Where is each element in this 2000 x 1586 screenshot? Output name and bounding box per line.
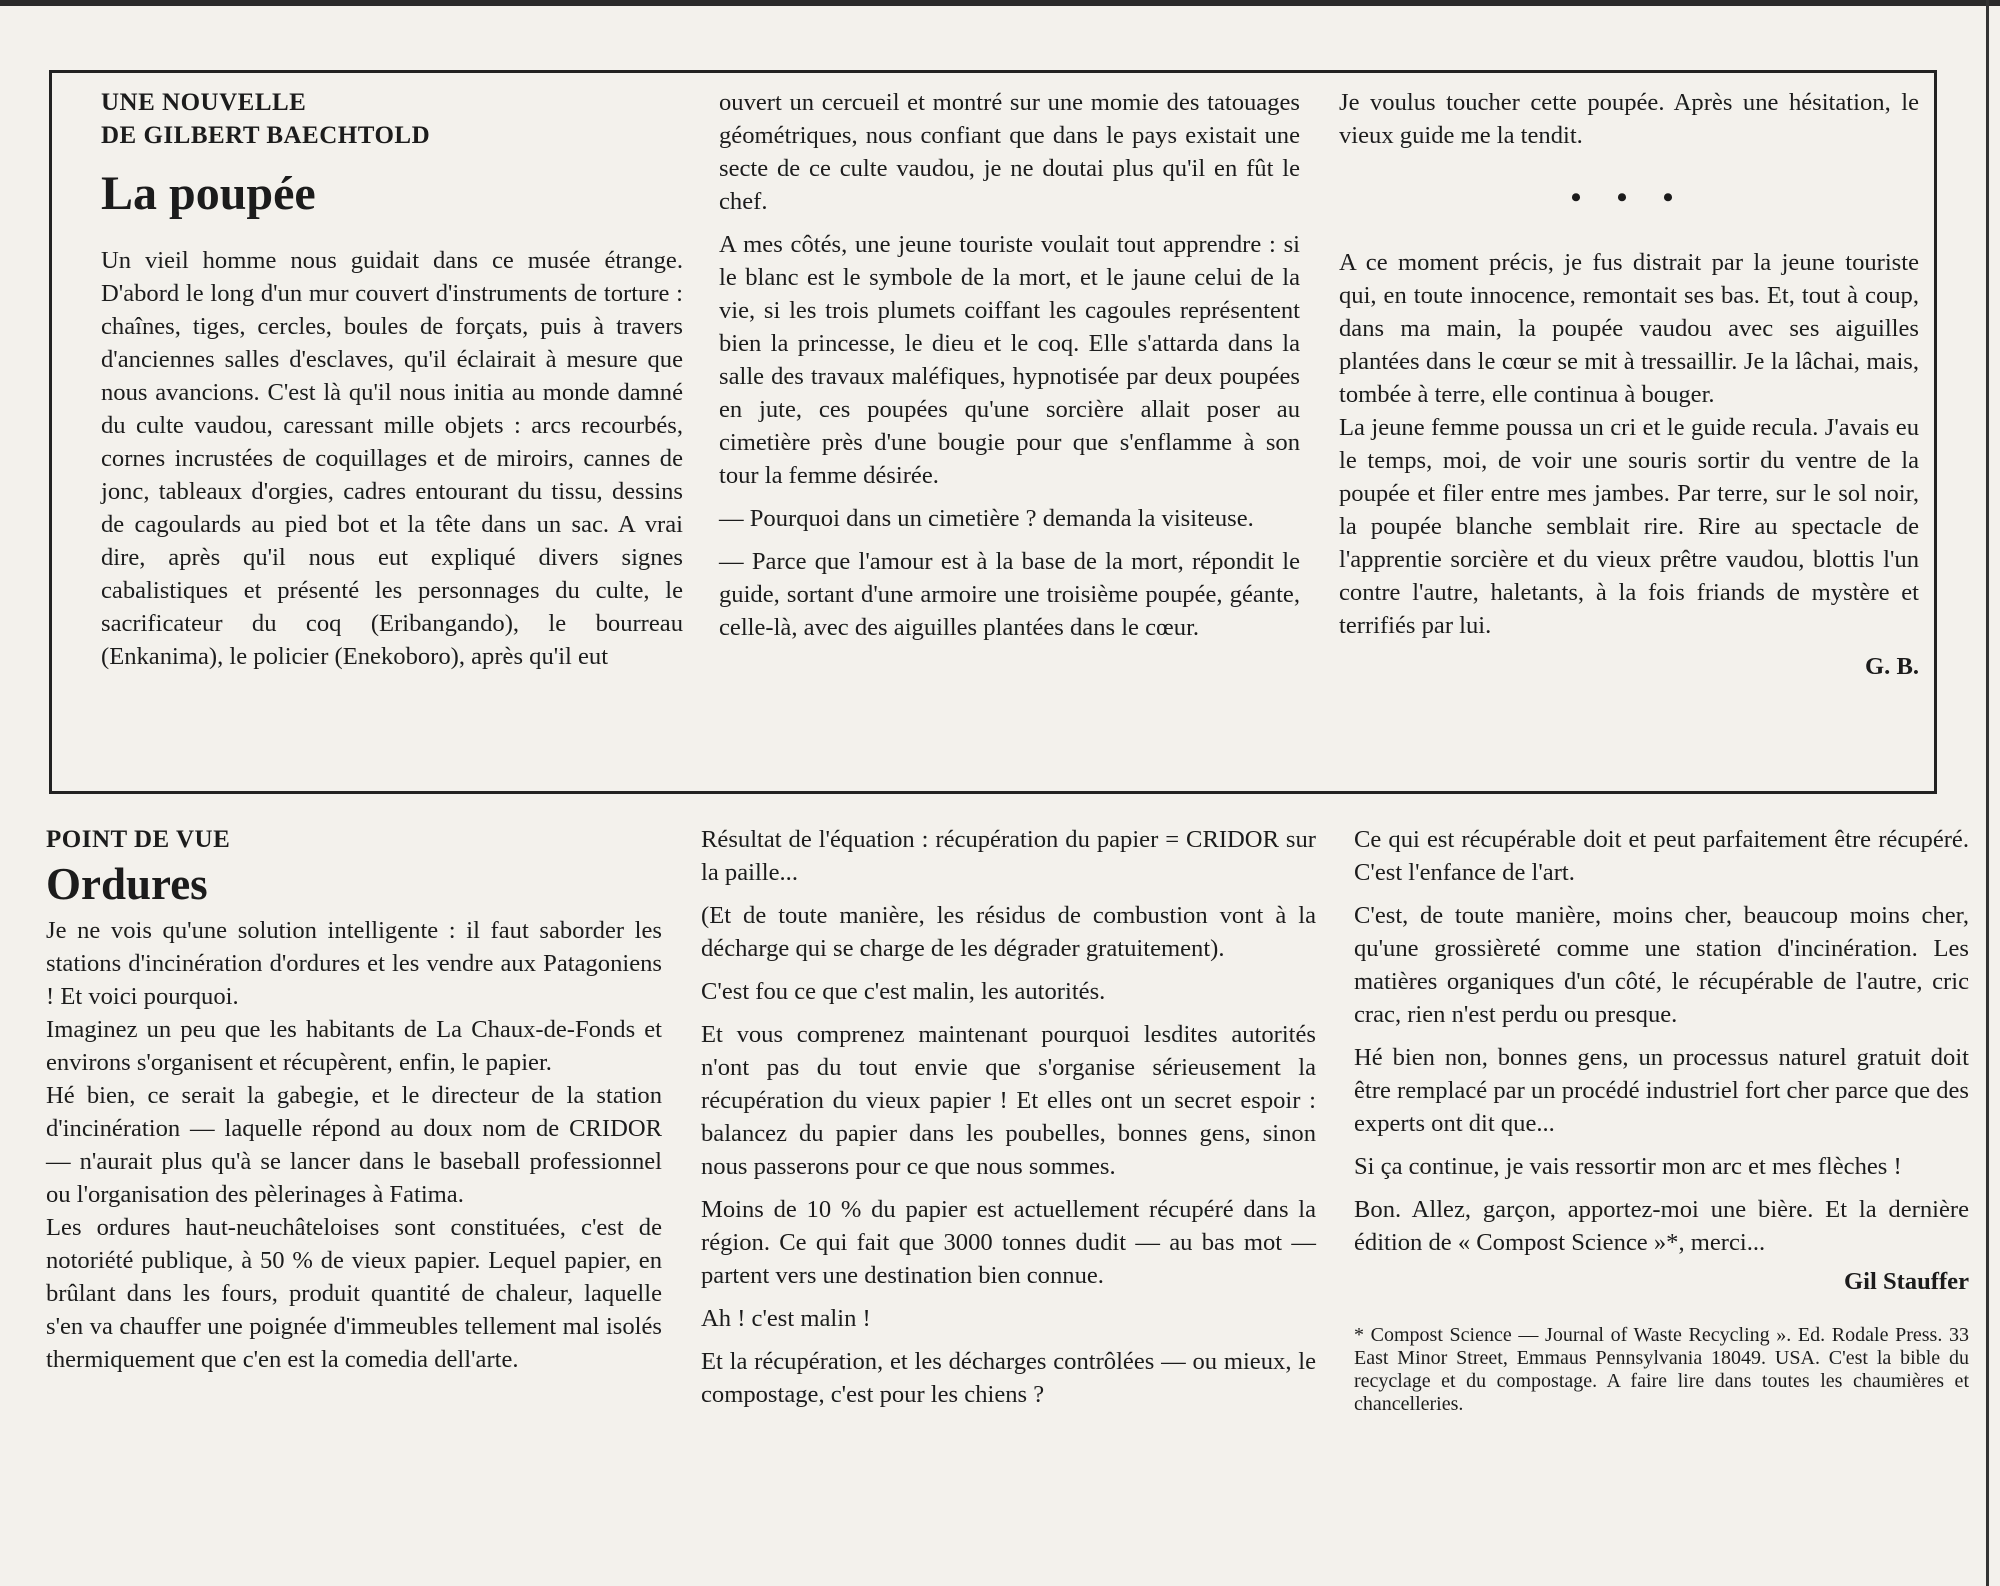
opinion-paragraph: Si ça continue, je vais ressortir mon arc et mes flèches ! xyxy=(1354,1153,1902,1180)
opinion-kicker: POINT DE VUE xyxy=(46,826,231,853)
story-paragraph: A ce moment précis, je fus distrait par la jeune touriste qui, en toute innocence, remontait ses bas. Et, tout à coup, dans ma main, la poupée vaudou avec ses aiguilles plantées dans le cœur se mit à tressaillir. Je la lâchai, mais, tombée à terre, elle continua à bouger. xyxy=(1339,249,1919,408)
footnote: * Compost Science — Journal of Waste Recycling ». Ed. Rodale Press. 33 East Minor Street, Emmaus Pennsylvania 18049. USA. C'est la bible du recyclage et du compostage. A faire lire dans toutes les chaumières et chancelleries. xyxy=(1354,1324,1969,1415)
opinion-paragraph: Bon. Allez, garçon, apportez-moi une bière. Et la dernière édition de « Compost Science »*, merci... xyxy=(1354,1196,1969,1256)
opinion-column-1 xyxy=(46,823,662,1376)
story-paragraph: Un vieil homme nous guidait dans ce musée étrange. D'abord le long d'un mur couvert d'instruments de torture : chaînes, tiges, cercles, boules de forçats, puis à travers d'anciennes salles d'esclaves, qu'il éclairait à mesure que nous avancions. C'est là qu'il nous initia au monde damné du culte vaudou, caressant mille objets : arcs recourbés, cornes incrustées de coquillages et de miroirs, cannes de jonc, tableaux d'orgies, cadres entourant du tissu, dessins de cagoulards au pied bot et la tête dans un sac. A vrai dire, après qu'il nous eut expliqué divers signes cabalistiques et présenté les personnages du culte, le sacrificateur du coq (Eribangando), le bourreau (Enkanima), le policier (Enekoboro), après qu'il eut xyxy=(101,247,683,670)
opinion-paragraph: C'est, de toute manière, moins cher, beaucoup moins cher, qu'une grossièreté comme une station d'incinération. Les matières organiques d'un côté, le récupérable de l'autre, cric crac, rien n'est perdu ou presque. xyxy=(1354,902,1969,1028)
opinion-paragraph: Hé bien non, bonnes gens, un processus naturel gratuit doit être remplacé par un procédé industriel fort cher parce que des experts ont dit que... xyxy=(1354,1044,1969,1137)
opinion-signature: Gil Stauffer xyxy=(1844,1268,1969,1295)
opinion-paragraph: Résultat de l'équation : récupération du papier = CRIDOR sur la paille... xyxy=(701,826,1316,886)
opinion-paragraph: Moins de 10 % du papier est actuellement récupéré dans la région. Ce qui fait que 3000 tonnes dudit — au bas mot — partent vers une destination bien connue. xyxy=(701,1196,1316,1289)
opinion-paragraph: Et vous comprenez maintenant pourquoi lesdites autorités n'ont pas du tout envie que s'organise sérieusement la récupération du vieux papier ! Et elles ont un secret espoir : balancez du papier dans les poubelles, bonnes gens, sinon nous passerons pour ce que nous sommes. xyxy=(701,1021,1316,1180)
opinion-paragraph: Imaginez un peu que les habitants de La Chaux-de-Fonds et environs s'organisent et récupèrent, enfin, le papier. xyxy=(46,1016,662,1076)
story-kicker-line-1: UNE NOUVELLE xyxy=(101,89,307,116)
story-paragraph: ouvert un cercueil et montré sur une momie des tatouages géométriques, nous confiant que dans le pays existait une secte de ce culte vaudou, je ne doutai plus qu'il en fût le chef. xyxy=(719,89,1300,215)
section-break-dots: • • • xyxy=(1570,181,1688,214)
opinion-title: Ordures xyxy=(46,859,208,909)
top-rule xyxy=(0,0,2000,6)
story-signature: G. B. xyxy=(1865,653,1919,680)
story-paragraph: Je voulus toucher cette poupée. Après une hésitation, le vieux guide me la tendit. xyxy=(1339,89,1919,149)
opinion-paragraph: Les ordures haut-neuchâteloises sont constituées, c'est de notoriété publique, à 50 % de vieux papier. Lequel papier, en brûlant dans les fours, produit quantité de chaleur, laquelle s'en va chauffer une poignée d'immeubles tellement mal isolés thermiquement que c'en est la comedia dell'arte. xyxy=(46,1214,662,1373)
opinion-paragraph: Je ne vois qu'une solution intelligente : il faut saborder les stations d'incinération d'ordures et les vendre aux Patagoniens ! Et voici pourquoi. xyxy=(46,917,662,1010)
story-column-1 xyxy=(101,86,683,673)
opinion-column-2 xyxy=(701,823,1316,1411)
story-title: La poupée xyxy=(101,167,316,220)
right-page-edge xyxy=(1986,0,1989,1586)
opinion-paragraph: (Et de toute manière, les résidus de combustion vont à la décharge qui se charge de les dégrader gratuitement). xyxy=(701,902,1316,962)
story-paragraph: A mes côtés, une jeune touriste voulait tout apprendre : si le blanc est le symbole de la mort, et le jaune celui de la vie, si les trois plumets coiffant les cagoules représentent bien la princesse, le dieu et le coq. Elle s'attarda dans la salle des travaux maléfiques, hypnotisée par deux poupées en jute, ces poupées qu'une sorcière allait poser au cimetière près d'une bougie pour que s'enflamme à son tour la femme désirée. xyxy=(719,231,1300,489)
opinion-paragraph: Hé bien, ce serait la gabegie, et le directeur de la station d'incinération — laquelle répond au doux nom de CRIDOR — n'aurait plus qu'à se lancer dans le baseball professionnel ou l'organisation des pèlerinages à Fatima. xyxy=(46,1082,662,1208)
opinion-paragraph: Ah ! c'est malin ! xyxy=(701,1305,871,1332)
opinion-column-3 xyxy=(1354,823,1969,1416)
story-paragraph: — Pourquoi dans un cimetière ? demanda la visiteuse. xyxy=(719,505,1254,532)
opinion-paragraph: C'est fou ce que c'est malin, les autorités. xyxy=(701,978,1106,1005)
story-column-3 xyxy=(1339,86,1919,683)
story-kicker-line-2: DE GILBERT BAECHTOLD xyxy=(101,122,431,149)
story-paragraph: La jeune femme poussa un cri et le guide recula. J'avais eu le temps, moi, de voir une souris sortir du ventre de la poupée et filer entre mes jambes. Par terre, sur le sol noir, la poupée blanche semblait rire. Rire au spectacle de l'apprentie sorcière et du vieux prêtre vaudou, blottis l'un contre l'autre, haletants, à la fois friands de mystère et terrifiés par lui. xyxy=(1339,414,1919,639)
story-column-2 xyxy=(719,86,1300,644)
opinion-paragraph: Et la récupération, et les décharges contrôlées — ou mieux, le compostage, c'est pour les chiens ? xyxy=(701,1348,1316,1408)
story-paragraph: — Parce que l'amour est à la base de la mort, répondit le guide, sortant d'une armoire une troisième poupée, géante, celle-là, avec des aiguilles plantées dans le cœur. xyxy=(719,548,1300,641)
opinion-paragraph: Ce qui est récupérable doit et peut parfaitement être récupéré. C'est l'enfance de l'art. xyxy=(1354,826,1969,886)
